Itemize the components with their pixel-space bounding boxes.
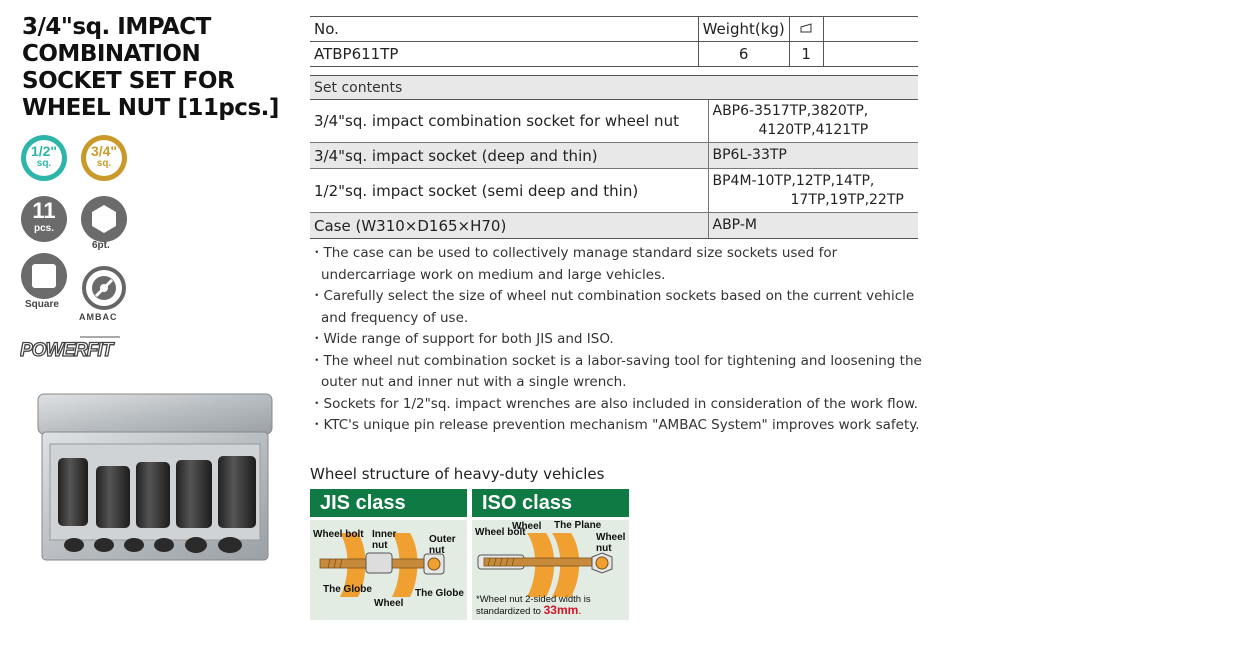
table-row [310,100,918,143]
label-outer-nut: Outer nut [429,534,456,556]
iso-footnote-line1: *Wheel nut 2-sided width is [476,594,591,605]
table-row [310,213,918,239]
note-item: ・Carefully select the size of wheel nut combination sockets based on the current vehicle and frequency of use. [310,288,915,326]
product-title: 3/4"sq. IMPACT COMBINATION SOCKET SET FOR WHEEL NUT [11pcs.] [22,14,279,121]
label-wheel-bolt: Wheel bolt [313,529,364,540]
svg-text:POWERFIT: POWERFIT [20,340,113,361]
drive-half-size: 1/2" [30,143,58,159]
jis-class-panel [310,489,467,620]
drive-threequarter-size: 3/4" [90,143,118,159]
content-code: BP4M-10TP,12TP,14TP, [712,172,875,189]
socket-set-case-image [36,392,274,568]
iso-footnote [476,594,591,617]
content-code: ABP6-3517TP,3820TP, [712,103,869,119]
iso-footnote-value: 33mm [543,603,579,617]
content-code: BP6L-33TP [712,147,787,163]
pieces-count-badge [21,196,67,242]
set-contents-header: Set contents [310,76,918,100]
ambac-icon [81,265,127,311]
spec-table [310,16,918,67]
col-header-weight: Weight(kg) [698,17,789,42]
note-item: ・The wheel nut combination socket is a labor-saving tool for tightening and loosening the outer nut and inner nut with a single wrench. [310,352,922,390]
square-drive-icon [21,253,67,299]
drive-threequarter-unit: sq. [96,158,112,169]
col-header-no: No. [310,17,698,42]
label-inner-nut: Inner nut [372,529,397,551]
label-the-plane: The Plane [554,520,602,531]
label-wheel: Wheel [512,521,542,532]
label-the-globe: The Globe [415,588,464,599]
ambac-caption: AMBAC [79,312,118,322]
content-name: 3/4"sq. impact combination socket for wheel nut [310,100,708,143]
content-code: ABP-M [712,217,757,233]
content-name: Case (W310×D165×H70) [310,213,708,239]
feature-notes [310,243,930,437]
box-icon [789,17,823,42]
label-the-globe: The Globe [323,584,372,595]
pieces-unit: pcs. [33,223,54,234]
set-contents-table [310,75,918,239]
iso-footnote-line2: standardized to [476,606,544,617]
iso-class-panel [472,489,629,620]
note-item: ・Sockets for 1/2"sq. impact wrenches are also included in consideration of the work flow. [310,395,919,412]
iso-footnote-end: . [578,603,582,617]
pieces-number: 11 [32,198,56,223]
table-row [310,143,918,169]
content-code-cont: 17TP,19TP,22TP [790,191,904,208]
note-item: ・KTC's unique pin release prevention mechanism "AMBAC System" improves work safety. [310,417,920,433]
product-weight: 6 [698,42,789,67]
drive-half-unit: sq. [36,158,52,169]
table-row [310,169,918,213]
label-wheel: Wheel [374,598,404,609]
jis-class-tab: JIS class [310,489,416,517]
content-code-cont: 4120TP,4121TP [758,122,869,138]
wheel-structure-title: Wheel structure of heavy-duty vehicles [310,465,605,483]
hex-caption: 6pt. [92,240,110,251]
label-wheel-bolt: Wheel bolt [475,527,526,538]
content-name: 1/2"sq. impact socket (semi deep and thin) [310,169,708,213]
hexagon-6pt-icon [81,196,127,242]
note-item: ・Wide range of support for both JIS and ISO. [310,331,614,347]
product-qty: 1 [789,42,823,67]
drive-threequarter-inch-badge [81,135,127,181]
drive-half-inch-badge [21,135,67,181]
iso-class-tab: ISO class [472,489,582,517]
label-wheel-nut: Wheel nut [596,532,626,554]
product-number: ATBP611TP [310,42,698,67]
note-item: ・The case can be used to collectively manage standard size sockets used for undercarriage work on medium and large vehicles. [310,245,838,283]
square-caption: Square [25,299,59,310]
content-name: 3/4"sq. impact socket (deep and thin) [310,143,708,169]
powerfit-logo [20,331,140,361]
